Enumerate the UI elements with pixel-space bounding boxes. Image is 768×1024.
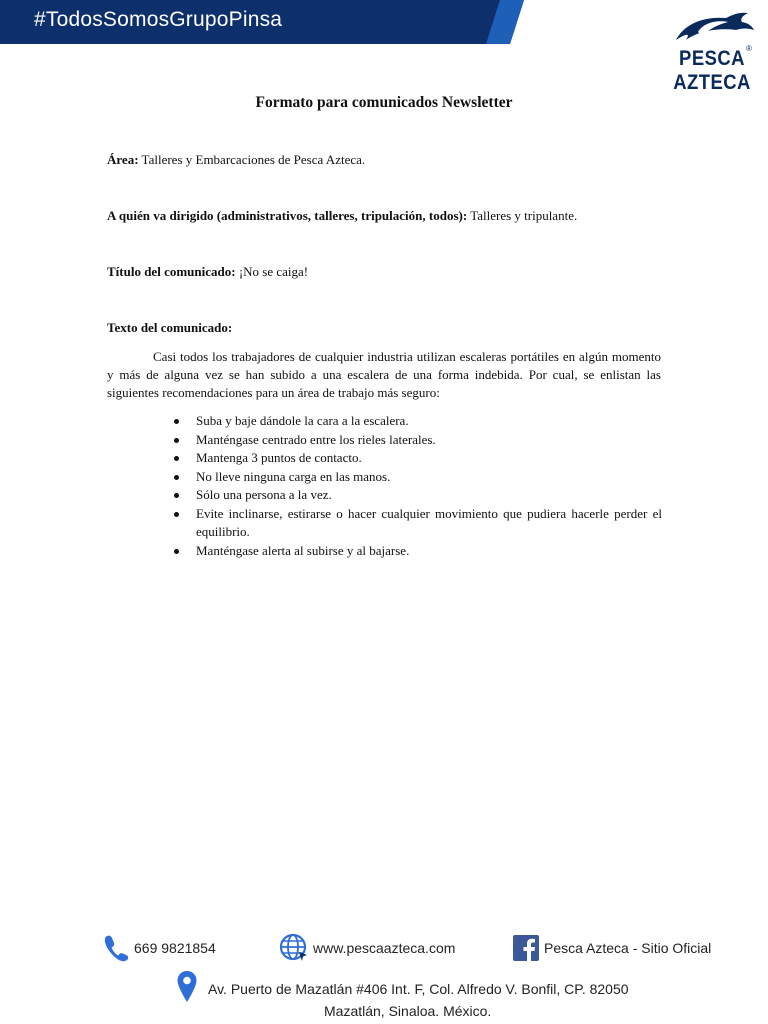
logo-text-azteca: AZTECA <box>673 71 751 94</box>
list-item-text: Manténgase alerta al subirse y al bajarse. <box>196 542 410 558</box>
pesca-azteca-logo <box>666 10 758 96</box>
address-line-1: Av. Puerto de Mazatlán #406 Int. F, Col. Alfredo V. Bonfil, CP. 82050 <box>208 981 629 997</box>
globe-icon <box>278 932 308 962</box>
list-item-text: No lleve ninguna carga en las manos. <box>196 468 391 484</box>
area-value: Talleres y Embarcaciones de Pesca Azteca. <box>141 152 366 167</box>
phone-icon <box>103 934 129 962</box>
list-item-text: Sólo una persona a la vez. <box>196 487 332 502</box>
list-item-text: Mantenga 3 puntos de contacto. <box>196 450 362 465</box>
list-item <box>196 486 662 505</box>
bullet-dot <box>174 438 179 443</box>
bulletin-title-value: ¡No se caiga! <box>238 264 309 279</box>
area-field <box>107 152 365 168</box>
bulletin-title-field <box>107 264 308 280</box>
bullet-dot <box>174 549 179 554</box>
bullet-dot <box>174 456 179 461</box>
bullet-dot <box>174 512 179 517</box>
recommendations-list <box>196 412 662 560</box>
document-title: Formato para comunicados Newsletter <box>255 94 513 111</box>
bulletin-title-label: Título del comunicado: <box>107 264 236 279</box>
dolphin-icon <box>670 10 756 44</box>
registered-mark: ® <box>746 44 752 53</box>
audience-value: Talleres y tripulante. <box>470 208 578 223</box>
address-line-2: Mazatlán, Sinaloa. México. <box>324 1003 492 1019</box>
facebook-page: Pesca Azteca - Sitio Oficial <box>544 940 712 956</box>
list-item-text: Evite inclinarse, estirarse o hacer cualquier movimiento que pudiera hacerle perder el equilibrio. <box>196 505 662 539</box>
hashtag-text: #TodosSomosGrupoPinsa <box>34 8 283 31</box>
phone-number: 669 9821854 <box>134 940 216 956</box>
area-label: Área: <box>107 152 139 167</box>
list-item <box>196 542 662 561</box>
list-item <box>196 431 662 450</box>
audience-label: A quién va dirigido (administrativos, talleres, tripulación, todos): <box>107 208 468 223</box>
body-paragraph: Casi todos los trabajadores de cualquier industria utilizan escaleras portátiles en algún momento y más de alguna vez se han subido a una escalera de una forma indebida. Por cual, se enlistan las siguientes recomendaciones para un área de trabajo más seguro: <box>107 349 661 400</box>
bulletin-text-field <box>107 320 232 336</box>
location-pin-icon <box>176 970 198 1004</box>
bullet-dot <box>174 475 179 480</box>
bulletin-text-label: Texto del comunicado: <box>107 320 233 335</box>
list-item <box>196 412 662 431</box>
bullet-dot <box>174 419 179 424</box>
facebook-icon <box>513 935 539 961</box>
list-item-text: Suba y baje dándole la cara a la escalera. <box>196 413 409 428</box>
list-item-text: Manténgase centrado entre los rieles laterales. <box>196 431 436 447</box>
header-banner <box>0 0 530 44</box>
list-item <box>196 468 662 487</box>
logo-text-pesca: PESCA <box>679 47 745 70</box>
list-item <box>196 505 662 542</box>
list-item <box>196 449 662 468</box>
website-url: www.pescaazteca.com <box>313 940 456 956</box>
audience-field <box>107 208 577 224</box>
bullet-dot <box>174 493 179 498</box>
